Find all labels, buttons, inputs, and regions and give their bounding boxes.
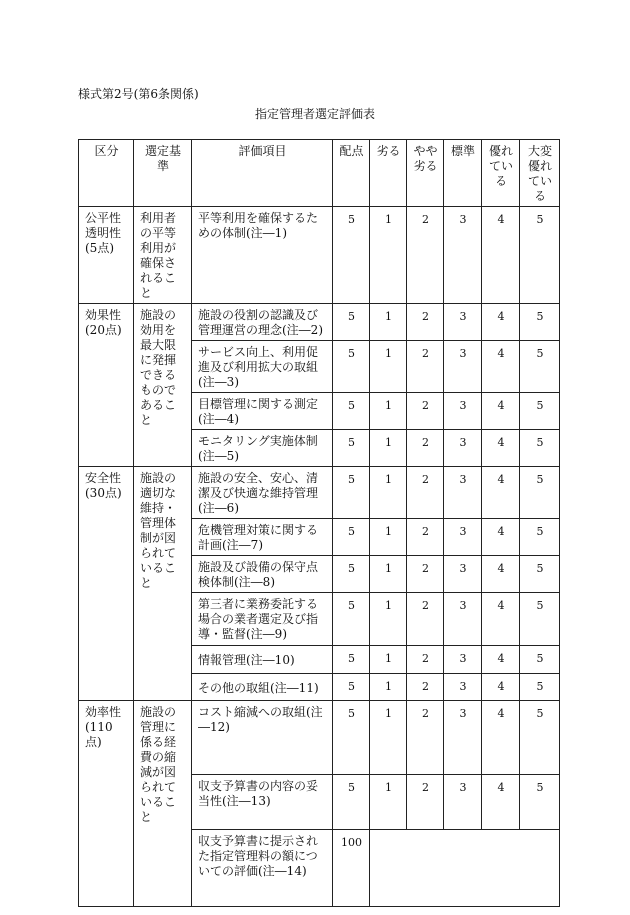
score-cell: 3 <box>444 393 482 430</box>
score-cell: 4 <box>482 556 520 593</box>
item-cell: コスト縮減への取組(注―12) <box>192 701 333 775</box>
score-cell: 4 <box>482 593 520 646</box>
score-cell: 5 <box>520 430 560 467</box>
header-category: 区分 <box>79 140 134 207</box>
score-cell: 2 <box>407 701 444 775</box>
item-cell: 収支予算書の内容の妥当性(注―13) <box>192 775 333 830</box>
score-cell: 5 <box>520 519 560 556</box>
points-cell: 5 <box>333 593 370 646</box>
points-cell: 5 <box>333 304 370 341</box>
score-cell: 1 <box>370 674 407 701</box>
criteria-cell: 施設の適切な維持・管理体制が図られていること <box>134 467 192 701</box>
score-cell: 3 <box>444 674 482 701</box>
score-cell: 1 <box>370 467 407 519</box>
score-cell: 1 <box>370 775 407 830</box>
category-cell: 公平性透明性(5点) <box>79 207 134 304</box>
score-cell: 2 <box>407 304 444 341</box>
header-score-5: 大変優れている <box>520 140 560 207</box>
header-criteria: 選定基準 <box>134 140 192 207</box>
score-cell: 5 <box>520 393 560 430</box>
score-cell: 2 <box>407 593 444 646</box>
score-cell: 2 <box>407 467 444 519</box>
item-cell: 施設の安全、安心、清潔及び快適な維持管理(注―6) <box>192 467 333 519</box>
score-cell: 4 <box>482 467 520 519</box>
points-cell: 5 <box>333 775 370 830</box>
score-cell: 2 <box>407 519 444 556</box>
score-cell: 5 <box>520 593 560 646</box>
header-points: 配点 <box>333 140 370 207</box>
criteria-cell: 施設の管理に係る経費の縮減が図られていること <box>134 701 192 907</box>
category-cell: 安全性(30点) <box>79 467 134 701</box>
score-cell: 2 <box>407 775 444 830</box>
item-cell: その他の取組(注―11) <box>192 674 333 701</box>
score-cell: 3 <box>444 341 482 393</box>
points-cell: 5 <box>333 341 370 393</box>
table-row <box>79 304 560 341</box>
item-cell: 平等利用を確保するための体制(注―1) <box>192 207 333 304</box>
score-cell: 1 <box>370 393 407 430</box>
score-cell: 5 <box>520 556 560 593</box>
points-cell: 5 <box>333 701 370 775</box>
score-cell: 1 <box>370 556 407 593</box>
score-cell: 4 <box>482 393 520 430</box>
score-cell: 1 <box>370 593 407 646</box>
points-cell: 5 <box>333 556 370 593</box>
score-cell: 3 <box>444 593 482 646</box>
score-cell: 4 <box>482 646 520 674</box>
item-cell: 目標管理に関する測定(注―4) <box>192 393 333 430</box>
score-cell: 3 <box>444 646 482 674</box>
score-cell: 3 <box>444 701 482 775</box>
item-cell: モニタリング実施体制(注―5) <box>192 430 333 467</box>
score-cell: 1 <box>370 341 407 393</box>
score-cell: 5 <box>520 775 560 830</box>
score-cell: 5 <box>520 304 560 341</box>
score-cell: 1 <box>370 646 407 674</box>
score-cell: 1 <box>370 430 407 467</box>
score-cell: 2 <box>407 556 444 593</box>
table-row <box>79 467 560 519</box>
points-cell: 5 <box>333 430 370 467</box>
score-cell: 3 <box>444 467 482 519</box>
score-cell: 2 <box>407 646 444 674</box>
score-cell: 3 <box>444 430 482 467</box>
score-cell: 5 <box>520 674 560 701</box>
item-cell: 危機管理対策に関する計画(注―7) <box>192 519 333 556</box>
points-cell: 5 <box>333 207 370 304</box>
score-cell: 4 <box>482 775 520 830</box>
item-cell: サービス向上、利用促進及び利用拡大の取組(注―3) <box>192 341 333 393</box>
score-cell: 4 <box>482 519 520 556</box>
score-cell: 5 <box>520 701 560 775</box>
score-cell: 2 <box>407 393 444 430</box>
score-cell: 5 <box>520 207 560 304</box>
score-cell: 2 <box>407 207 444 304</box>
score-cell: 1 <box>370 207 407 304</box>
criteria-cell: 施設の効用を最大限に発揮できるものであること <box>134 304 192 467</box>
criteria-cell: 利用者の平等利用が確保されること <box>134 207 192 304</box>
points-cell: 5 <box>333 393 370 430</box>
category-cell: 効果性(20点) <box>79 304 134 467</box>
evaluation-table <box>78 139 560 907</box>
header-score-2: やや劣る <box>407 140 444 207</box>
score-cell: 3 <box>444 775 482 830</box>
score-cell: 1 <box>370 304 407 341</box>
score-cell: 4 <box>482 674 520 701</box>
score-cell: 2 <box>407 674 444 701</box>
item-cell: 情報管理(注―10) <box>192 646 333 674</box>
points-cell: 5 <box>333 519 370 556</box>
score-cell: 5 <box>520 341 560 393</box>
score-cell: 4 <box>482 304 520 341</box>
category-cell: 効率性(110点) <box>79 701 134 907</box>
score-cell: 1 <box>370 701 407 775</box>
header-score-1: 劣る <box>370 140 407 207</box>
table-row <box>79 701 560 775</box>
item-cell: 施設及び設備の保守点検体制(注―8) <box>192 556 333 593</box>
document-title: 指定管理者選定評価表 <box>254 107 375 121</box>
score-cell: 4 <box>482 430 520 467</box>
table-row <box>79 207 560 304</box>
score-cell: 2 <box>407 430 444 467</box>
score-cell: 1 <box>370 519 407 556</box>
points-cell: 100 <box>333 830 370 907</box>
item-cell: 施設の役割の認識及び管理運営の理念(注―2) <box>192 304 333 341</box>
score-cell: 4 <box>482 207 520 304</box>
blank-score-area <box>370 830 560 907</box>
item-cell: 第三者に業務委託する場合の業者選定及び指導・監督(注―9) <box>192 593 333 646</box>
score-cell: 3 <box>444 207 482 304</box>
score-cell: 3 <box>444 556 482 593</box>
score-cell: 5 <box>520 467 560 519</box>
score-cell: 4 <box>482 701 520 775</box>
points-cell: 5 <box>333 646 370 674</box>
score-cell: 3 <box>444 519 482 556</box>
header-item: 評価項目 <box>192 140 333 207</box>
score-cell: 5 <box>520 646 560 674</box>
points-cell: 5 <box>333 467 370 519</box>
points-cell: 5 <box>333 674 370 701</box>
header-score-4: 優れている <box>482 140 520 207</box>
header-row <box>79 140 560 207</box>
item-cell: 収支予算書に提示された指定管理料の額についての評価(注―14) <box>192 830 333 907</box>
score-cell: 4 <box>482 341 520 393</box>
score-cell: 2 <box>407 341 444 393</box>
form-number: 様式第2号(第6条関係) <box>78 87 199 101</box>
score-cell: 3 <box>444 304 482 341</box>
header-score-3: 標準 <box>444 140 482 207</box>
